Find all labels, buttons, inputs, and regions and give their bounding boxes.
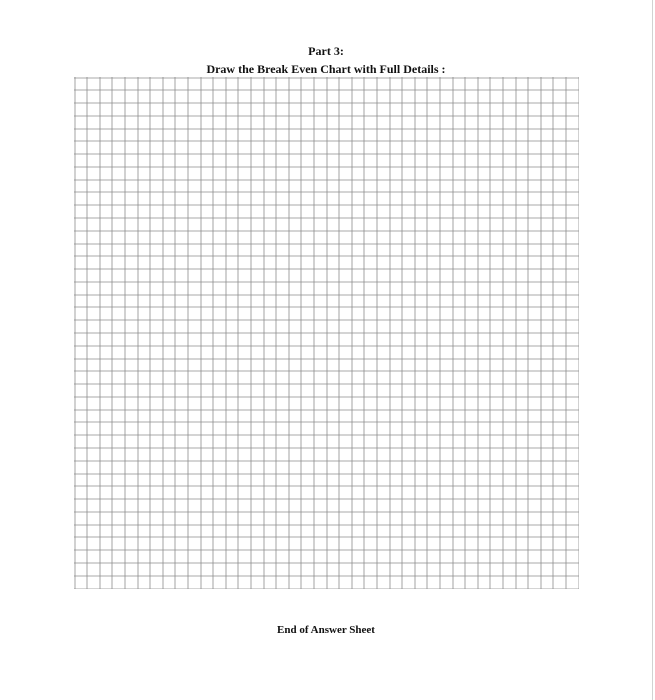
graph-paper-grid (74, 77, 579, 589)
graph-paper-svg (74, 77, 579, 589)
part-label: Part 3: (308, 44, 344, 58)
instruction-text: Draw the Break Even Chart with Full Details : (206, 62, 446, 76)
end-of-answer-sheet: End of Answer Sheet (277, 624, 375, 636)
